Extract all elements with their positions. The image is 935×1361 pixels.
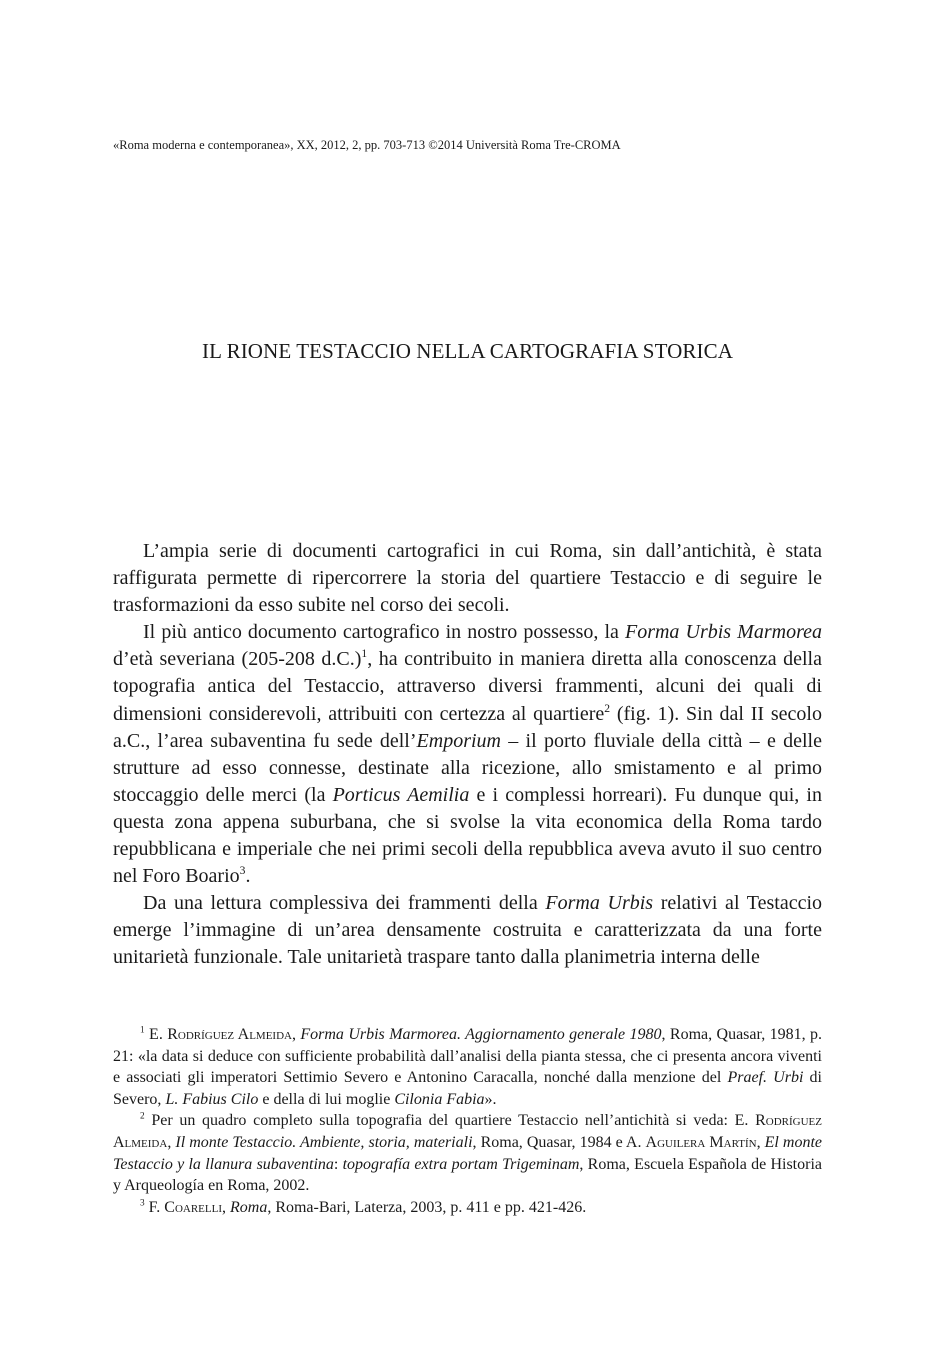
emphasis: Porticus Aemilia bbox=[332, 783, 470, 806]
footnote-1: $^1$ E. Rodríguez Almeida, Forma Urbis Marmorea. Aggiornamento generale 1980, Roma, Quasar, 1981, p. 21: «la data si deduce con sufficiente probabilità dall’analisi della pianta stessa, che ci presenta ancora viventi e associati gli imperatori Settimio Severo e Antonino Caracalla, nonché dalla menzione del Praef. Urbi di Severo, L. Fabius Cilo e della di lui moglie Cilonia Fabia». bbox=[113, 1025, 823, 1108]
author-name: Rodríguez Almeida bbox=[167, 1026, 292, 1043]
footnote-2: $^2$ Per un quadro completo sulla topografia del quartiere Testaccio nell’antichità si veda: E. Rodríguez Almeida, Il monte Testaccio. Ambiente, storia, materiali, Roma, Quasar, 1984 e A. Aguilera Martín, El monte Testaccio y la llanura subaventina: topografía extra portam Trigeminam, Roma, Escuela Española de Historia y Arqueología en Roma, 2002. bbox=[113, 1111, 823, 1195]
emphasis: Forma Urbis Marmorea bbox=[624, 621, 822, 644]
book-subtitle: topografía extra portam Trigeminam bbox=[342, 1155, 580, 1173]
footnote-number: 1 bbox=[140, 1025, 145, 1036]
footnote-number: 3 bbox=[140, 1198, 145, 1209]
book-title: Il monte Testaccio. Ambiente, storia, materiali bbox=[175, 1133, 473, 1151]
book-title: Forma Urbis Marmorea. Aggiornamento generale 1980 bbox=[300, 1026, 662, 1043]
paragraph-1: L’ampia serie di documenti cartografici in cui Roma, sin dall’antichità, è stata raffigurata permette di ripercorrere la storia del quartiere Testaccio e di seguire le trasformazioni da esso subite nel corso dei secoli. bbox=[113, 540, 822, 617]
footnote-ref-2[interactable]: 2 bbox=[604, 701, 611, 715]
emphasis: Forma Urbis bbox=[545, 892, 654, 915]
book-title: El monte Testaccio y la llanura subaventina bbox=[113, 1133, 823, 1173]
article-title: IL RIONE TESTACCIO NELLA CARTOGRAFIA STORICA bbox=[202, 339, 733, 363]
footnote-ref-3[interactable]: 3 bbox=[239, 864, 246, 878]
footnote-ref-1[interactable]: 1 bbox=[361, 647, 368, 661]
paragraph-2: Il più antico documento cartografico in nostro possesso, la Forma Urbis Marmorea d’età severiana (205-208 d.C.)$^1$, ha contribuito in maniera diretta alla conoscenza della topografia antica del Testaccio, attraverso diversi frammenti, alcuni dei quali di dimensioni considerevoli, attribuiti con certezza al quartiere$^2$ (fig. 1). Sin dal II secolo a.C., l’area subaventina fu sede dell’Emporium – il porto fluviale della città – e delle strutture ad esso connesse, destinate alla ricezione, allo smistamento e al primo stoccaggio delle merci (la Porticus Aemilia e i complessi horreari). Fu dunque qui, in questa zona appena suburbana, che si svolse la vita economica della Roma tardo repubblicana e imperiale che nei primi secoli della repubblica aveva avuto il suo centro nel Foro Boario$^3$. bbox=[113, 621, 822, 888]
author-name: Coarelli bbox=[164, 1198, 222, 1216]
paragraph-3: Da una lettura complessiva dei frammenti della Forma Urbis relativi al Testaccio emerge l’immagine di un’area densamente costruita e caratterizzata da una forte unitarietà funzionale. Tale unitarietà traspare tanto dalla planimetria interna delle bbox=[113, 892, 823, 969]
author-name: Aguilera Martín bbox=[645, 1133, 757, 1151]
running-header: «Roma moderna e contemporanea», XX, 2012, 2, pp. 703-713 ©2014 Università Roma Tre-CROMA bbox=[113, 138, 621, 152]
emphasis: Emporium bbox=[416, 729, 501, 752]
author-name: Rodríguez Almeida bbox=[113, 1112, 822, 1151]
footnote-number: 2 bbox=[140, 1111, 145, 1122]
article-body bbox=[113, 538, 822, 972]
book-title: Roma bbox=[229, 1198, 268, 1216]
footnotes bbox=[113, 1024, 822, 1218]
footnote-3: $^3$ F. Coarelli, Roma, Roma-Bari, Laterza, 2003, p. 411 e pp. 421-426. bbox=[140, 1198, 587, 1216]
